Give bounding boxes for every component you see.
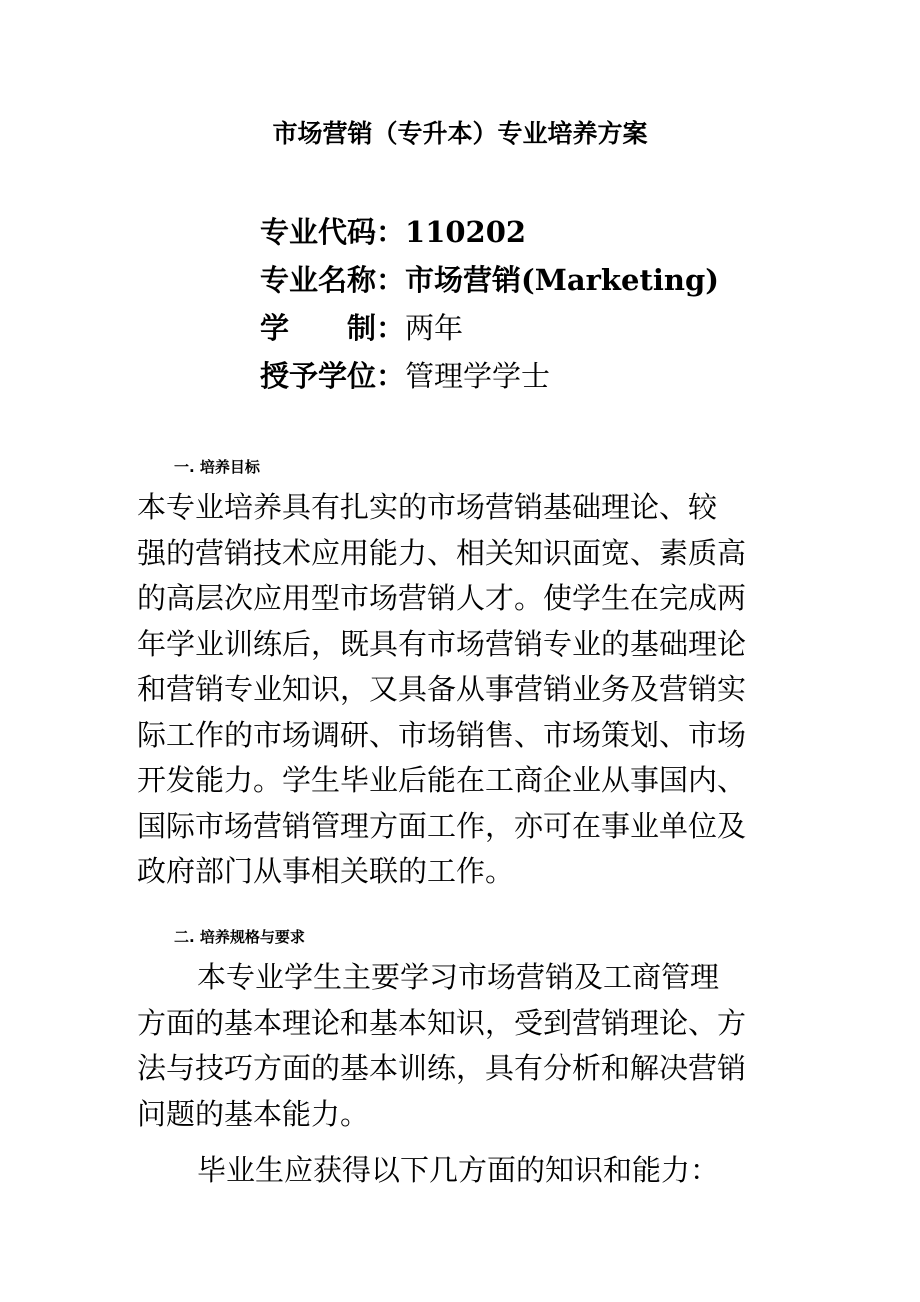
paragraph-line: 政府部门从事相关联的工作。 xyxy=(137,854,515,888)
meta-value: 两年 xyxy=(405,311,464,345)
meta-row-code xyxy=(260,208,820,256)
meta-row-degree xyxy=(260,352,820,400)
paragraph-line: 强的营销技术应用能力、相关知识面宽、素质高 xyxy=(137,535,747,570)
paragraph-line: 际工作的市场调研、市场销售、市场策划、市场 xyxy=(137,717,747,752)
abilities-intro-paragraph xyxy=(137,1148,797,1194)
meta-value: 110202 xyxy=(405,215,527,249)
paragraph-line: 问题的基本能力。 xyxy=(137,1096,370,1131)
paragraph-line: 法与技巧方面的基本训练，具有分析和解决营销 xyxy=(137,1051,747,1085)
paragraph-line: 本专业学生主要学习市场营销及工商管理 xyxy=(197,960,720,994)
paragraph-line: 开发能力。学生毕业后能在工商企业从事国内、 xyxy=(137,763,747,797)
meta-value: 市场营销(Marketing) xyxy=(405,263,719,297)
meta-row-name xyxy=(260,256,820,304)
section-heading-requirements: 二. 培养规格与要求 xyxy=(174,928,305,946)
paragraph-line: 毕业生应获得以下几方面的知识和能力： xyxy=(197,1153,720,1187)
meta-key: 学 制： xyxy=(260,311,406,345)
paragraph-line: 的高层次应用型市场营销人才。使学生在完成两 xyxy=(137,581,747,615)
meta-key: 授予学位： xyxy=(260,359,406,393)
program-meta xyxy=(260,208,820,400)
paragraph-line: 和营销专业知识，又具备从事营销业务及营销实 xyxy=(137,672,747,706)
paragraph-line: 方面的基本理论和基本知识，受到营销理论、方 xyxy=(137,1005,747,1040)
document-title: 市场营销（专升本）专业培养方案 xyxy=(272,119,648,148)
meta-value: 管理学学士 xyxy=(405,359,551,393)
paragraph-line: 国际市场营销管理方面工作，亦可在事业单位及 xyxy=(137,808,747,843)
requirements-paragraph xyxy=(137,955,797,1137)
meta-row-duration xyxy=(260,304,820,352)
meta-key: 专业代码： xyxy=(260,215,406,249)
paragraph-line: 本专业培养具有扎实的市场营销基础理论、较 xyxy=(137,490,718,524)
paragraph-line: 年学业训练后，既具有市场营销专业的基础理论 xyxy=(137,626,747,661)
section-heading-objectives: 一. 培养目标 xyxy=(174,458,260,476)
objectives-paragraph xyxy=(137,485,797,895)
meta-key: 专业名称： xyxy=(260,263,406,297)
